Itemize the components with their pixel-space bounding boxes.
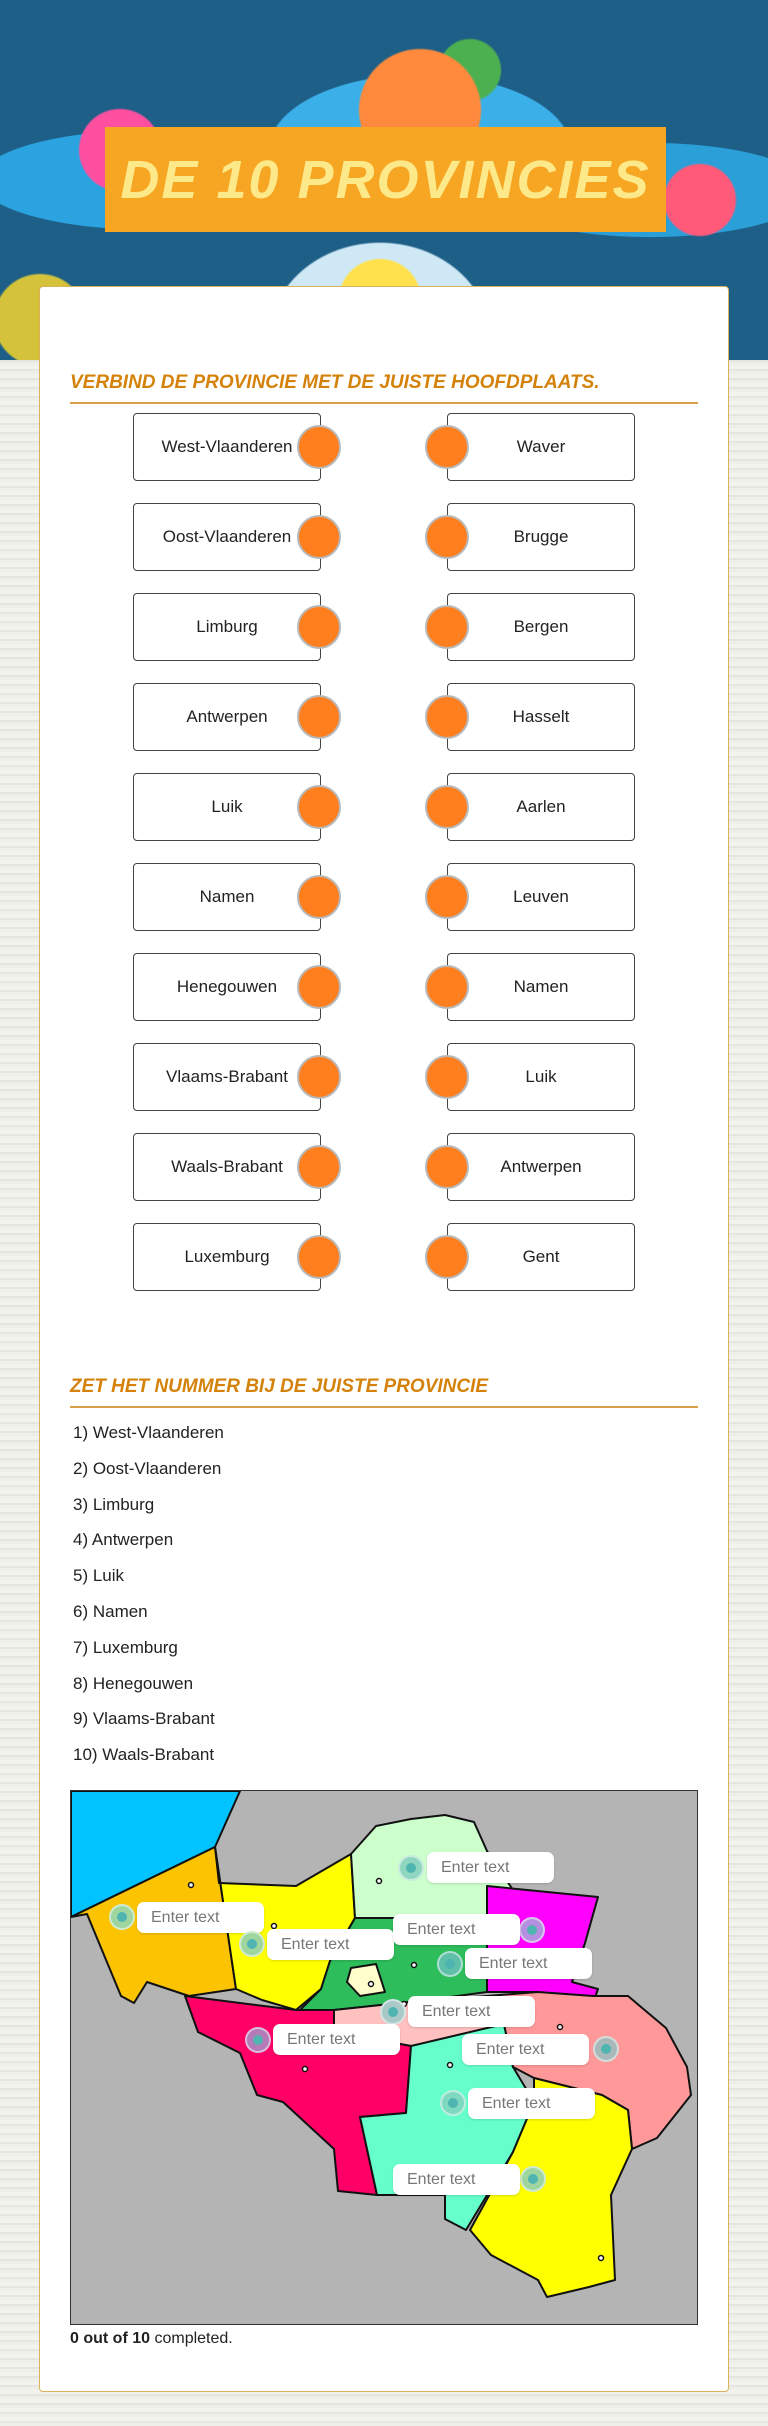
belgium-map: [70, 1790, 698, 2325]
province-label: Limburg: [196, 617, 258, 636]
connector-handle[interactable]: [425, 785, 469, 829]
connector-handle[interactable]: [297, 1235, 341, 1279]
capital-label: Brugge: [513, 527, 569, 546]
page-title: DE 10 PROVINCIES: [120, 149, 651, 210]
connector-handle[interactable]: [297, 515, 341, 559]
list-item: 4) Antwerpen: [73, 1530, 174, 1550]
province-label: Luik: [211, 797, 243, 816]
province-label: Oost-Vlaanderen: [162, 527, 292, 546]
list-item: 2) Oost-Vlaanderen: [73, 1458, 222, 1478]
drop-marker: [380, 1999, 406, 2025]
connector-handle[interactable]: [425, 515, 469, 559]
completion-status: [70, 2330, 233, 2348]
completed-suffix: completed.: [150, 2330, 233, 2347]
list-item: 6) Namen: [73, 1602, 148, 1621]
drop-marker: [519, 1917, 545, 1943]
capital-label: Bergen: [513, 617, 569, 636]
province-label: Antwerpen: [186, 707, 268, 726]
title-banner: [105, 127, 666, 232]
completed-count: 0 out of 10: [70, 2330, 151, 2347]
province-label: West-Vlaanderen: [161, 437, 293, 456]
capital-card[interactable]: [447, 1043, 635, 1111]
connector-handle[interactable]: [425, 1055, 469, 1099]
map-answer-input[interactable]: Enter text: [393, 1914, 520, 1945]
capital-card[interactable]: [447, 953, 635, 1021]
connector-handle[interactable]: [297, 875, 341, 919]
map-answer-input[interactable]: Enter text: [393, 2164, 520, 2195]
province-card[interactable]: [133, 1043, 321, 1111]
capital-card[interactable]: [447, 863, 635, 931]
capital-label: Aarlen: [516, 797, 566, 816]
capital-label: Namen: [513, 977, 569, 996]
list-item: 5) Luik: [73, 1566, 125, 1586]
province-card[interactable]: [133, 773, 321, 841]
capital-card[interactable]: [447, 1223, 635, 1291]
connector-handle[interactable]: [297, 965, 341, 1009]
section-heading-numbers: ZET HET NUMMER BIJ DE JUISTE PROVINCIE: [70, 1376, 698, 1408]
capital-card[interactable]: [447, 773, 635, 841]
province-card[interactable]: [133, 1133, 321, 1201]
connector-handle[interactable]: [425, 605, 469, 649]
drop-marker: [398, 1855, 424, 1881]
map-answer-input[interactable]: Enter text: [408, 1996, 535, 2027]
connector-handle[interactable]: [297, 695, 341, 739]
province-label: Waals-Brabant: [171, 1157, 283, 1176]
drop-marker: [437, 1951, 463, 1977]
map-answer-input[interactable]: Enter text: [468, 2088, 595, 2119]
province-card[interactable]: [133, 503, 321, 571]
capital-card[interactable]: [447, 503, 635, 571]
list-item: 3) Limburg: [73, 1494, 155, 1514]
connector-handle[interactable]: [297, 1145, 341, 1189]
capital-card[interactable]: [447, 593, 635, 661]
drop-marker: [109, 1904, 135, 1930]
section-heading-matching: VERBIND DE PROVINCIE MET DE JUISTE HOOFDPLAATS.: [70, 372, 698, 404]
connector-handle[interactable]: [425, 1145, 469, 1189]
map-answer-input[interactable]: Enter text: [273, 2024, 400, 2055]
province-card[interactable]: [133, 863, 321, 931]
map-answer-input[interactable]: Enter text: [137, 1902, 264, 1933]
capital-card[interactable]: [447, 683, 635, 751]
province-label: Henegouwen: [176, 977, 278, 996]
drop-marker: [520, 2166, 546, 2192]
drop-marker: [245, 2027, 271, 2053]
province-card[interactable]: [133, 413, 321, 481]
province-card[interactable]: [133, 683, 321, 751]
capital-card[interactable]: [447, 413, 635, 481]
list-item: 9) Vlaams-Brabant: [73, 1709, 215, 1729]
capital-label: Hasselt: [512, 707, 570, 726]
connector-handle[interactable]: [425, 695, 469, 739]
province-card[interactable]: [133, 953, 321, 1021]
list-item: 10) Waals-Brabant: [73, 1745, 215, 1765]
drop-marker: [440, 2090, 466, 2116]
connector-handle[interactable]: [297, 785, 341, 829]
map-answer-input[interactable]: Enter text: [465, 1948, 592, 1979]
map-answer-input[interactable]: Enter text: [427, 1852, 554, 1883]
list-item: 8) Henegouwen: [73, 1673, 194, 1693]
capital-label: Gent: [522, 1247, 560, 1266]
map-answer-input[interactable]: Enter text: [267, 1929, 394, 1960]
connector-handle[interactable]: [297, 1055, 341, 1099]
connector-handle[interactable]: [297, 425, 341, 469]
province-label: Namen: [199, 887, 255, 906]
capital-label: Waver: [516, 437, 566, 456]
list-item: 1) West-Vlaanderen: [73, 1423, 224, 1442]
drop-marker: [593, 2036, 619, 2062]
province-card[interactable]: [133, 593, 321, 661]
list-item: 7) Luxemburg: [73, 1637, 178, 1657]
connector-handle[interactable]: [425, 425, 469, 469]
capital-label: Luik: [525, 1067, 557, 1086]
connector-handle[interactable]: [425, 875, 469, 919]
drop-marker: [239, 1931, 265, 1957]
connector-handle[interactable]: [297, 605, 341, 649]
connector-handle[interactable]: [425, 965, 469, 1009]
province-label: Luxemburg: [184, 1247, 270, 1266]
province-card[interactable]: [133, 1223, 321, 1291]
province-label: Vlaams-Brabant: [166, 1067, 288, 1086]
connector-handle[interactable]: [425, 1235, 469, 1279]
map-answer-input[interactable]: Enter text: [462, 2034, 589, 2065]
capital-card[interactable]: [447, 1133, 635, 1201]
capital-label: Leuven: [513, 887, 569, 906]
capital-label: Antwerpen: [500, 1157, 582, 1176]
